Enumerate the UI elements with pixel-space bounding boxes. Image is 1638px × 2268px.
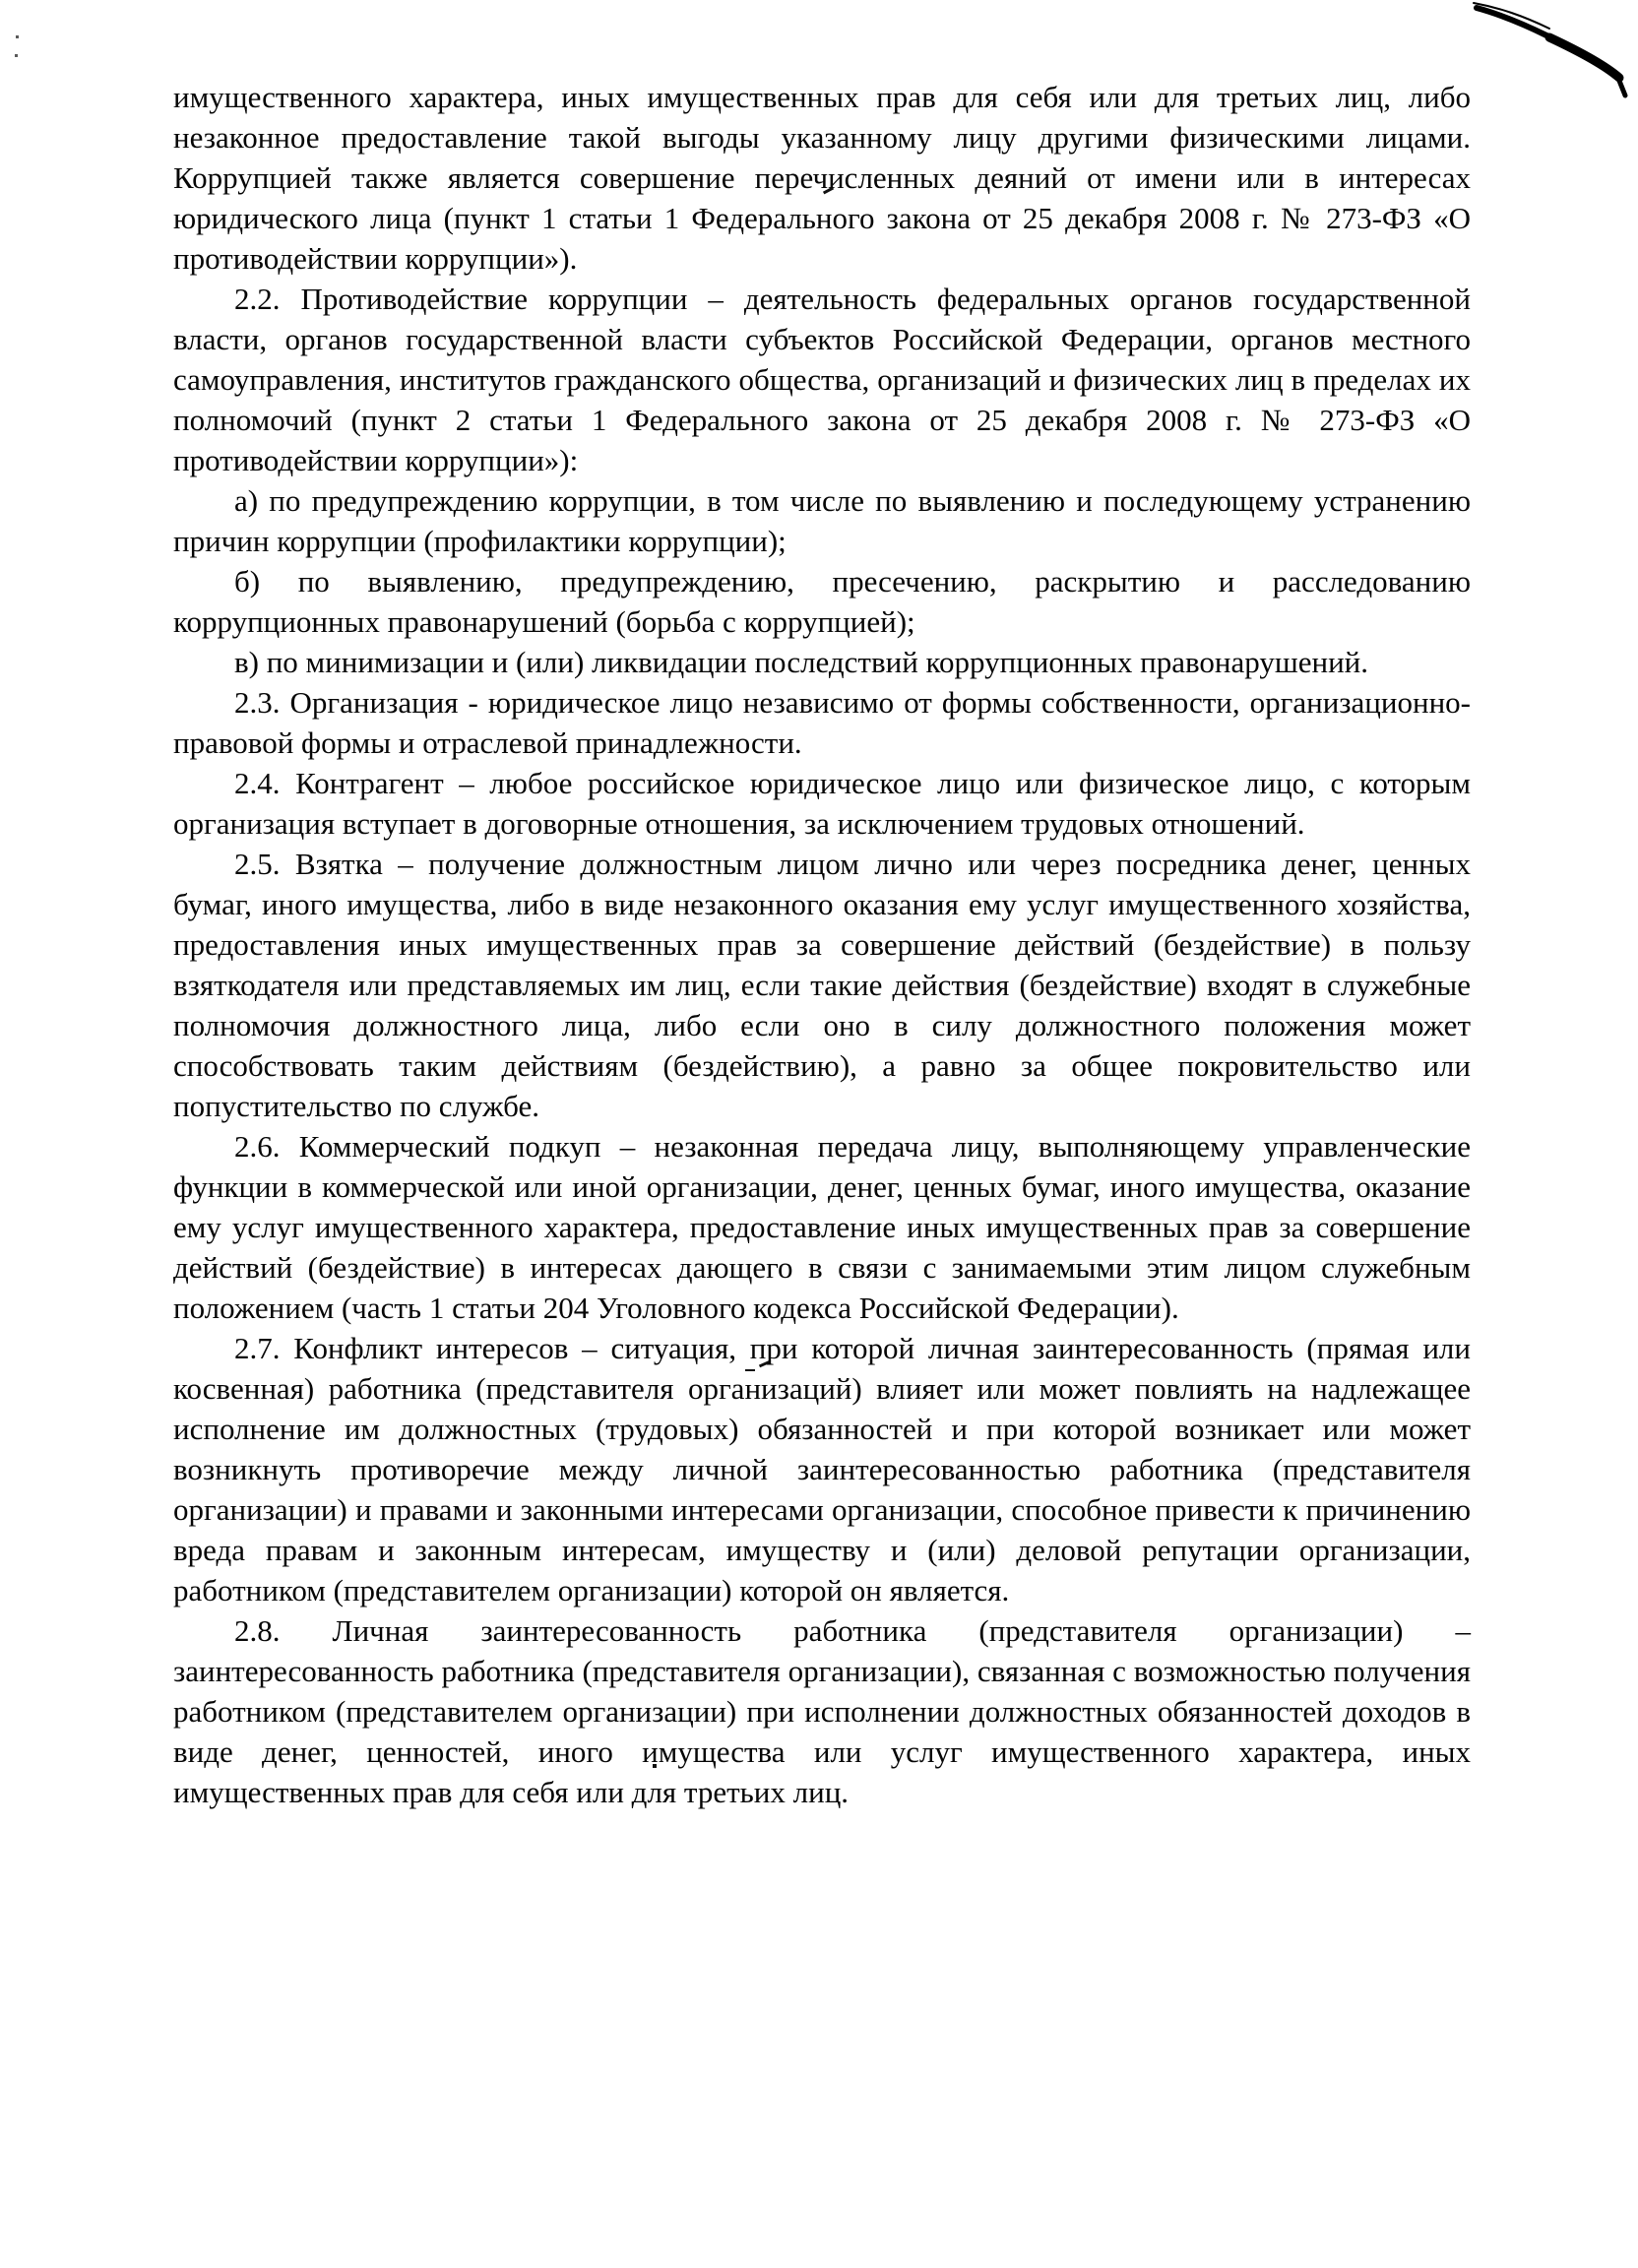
paragraph-2-3: 2.3. Организация - юридическое лицо независимо от формы собственности, организационно-правовой формы и отраслевой принадлежности. <box>173 685 1471 760</box>
paragraph-2-2-item-v: в) по минимизации и (или) ликвидации последствий коррупционных правонарушений. <box>234 645 1369 679</box>
paragraph-2-4: 2.4. Контрагент – любое российское юридическое лицо или физическое лицо, с которым организация вступает в договорные отношения, за исключением трудовых отношений. <box>173 766 1471 841</box>
paragraph-2-1-continuation: имущественного характера, иных имущественных прав для себя или для третьих лиц, либо незаконное предоставление такой выгоды указанному лицу другими физическими лицами. Коррупцией также является совершение перечисленных деяний от имени или в интересах юридического лица (пункт 1 статьи 1 Федерального закона от 25 декабря 2008 г. № 273-ФЗ «О противодействии коррупции»). <box>173 80 1471 276</box>
paragraph-2-8: 2.8. Личная заинтересованность работника (представителя организации) – заинтересованность работника (представителя организации), связанная с возможностью получения работником (представителем организации) при исполнении должностных обязанностей доходов в виде денег, ценностей, иного имущества или услуг имущественного характера, иных имущественных прав для себя или для третьих лиц. <box>173 1613 1471 1809</box>
paragraph-2-6: 2.6. Коммерческий подкуп – незаконная передача лицу, выполняющему управленческие функции в коммерческой или иной организации, денег, ценных бумаг, иного имущества, оказание ему услуг имущественного характера, предоставление иных имущественных прав за совершение действий (бездействие) в интересах дающего в связи с занимаемыми этим лицом служебным положением (часть 1 статьи 204 Уголовного кодекса Российской Федерации). <box>173 1129 1471 1325</box>
paragraph-2-2-item-a: а) по предупреждению коррупции, в том числе по выявлению и последующему устранению причин коррупции (профилактики коррупции); <box>173 483 1471 558</box>
paragraph-2-2-item-b: б) по выявлению, предупреждению, пресечению, раскрытию и расследованию коррупционных правонарушений (борьба с коррупцией); <box>173 564 1471 639</box>
scan-speck <box>16 35 19 38</box>
text-block <box>173 77 1471 1812</box>
scan-speck <box>15 54 18 57</box>
paragraph-2-7: 2.7. Конфликт интересов – ситуация, при которой личная заинтересованность (прямая или косвенная) работника (представителя организаций) влияет или может повлиять на надлежащее исполнение им должностных (трудовых) обязанностей и при которой возникает или может возникнуть противоречие между личной заинтересованностью работника (представителя организации) и правами и законными интересами организации, способное привести к причинению вреда правам и законным интересам, имуществу и (или) деловой репутации организации, работником (представителем организации) которой он является. <box>173 1331 1471 1607</box>
paragraph-2-2: 2.2. Противодействие коррупции – деятельность федеральных органов государственной власти, органов государственной власти субъектов Российской Федерации, органов местного самоуправления, институтов гражданского общества, организаций и физических лиц в пределах их полномочий (пункт 2 статьи 1 Федерального закона от 25 декабря 2008 г. № 273-ФЗ «О противодействии коррупции»): <box>173 282 1471 477</box>
paragraph-2-5: 2.5. Взятка – получение должностным лицом лично или через посредника денег, ценных бумаг, иного имущества, либо в виде незаконного оказания ему услуг имущественного хозяйства, предоставления иных имущественных прав за совершение действий (бездействие) в пользу взяткодателя или представляемых им лиц, если такие действия (бездействие) входят в служебные полномочия должностного лица, либо если оно в силу должностного положения может способствовать таким действиям (бездействию), а равно за общее покровительство или попустительство по службе. <box>173 847 1471 1123</box>
